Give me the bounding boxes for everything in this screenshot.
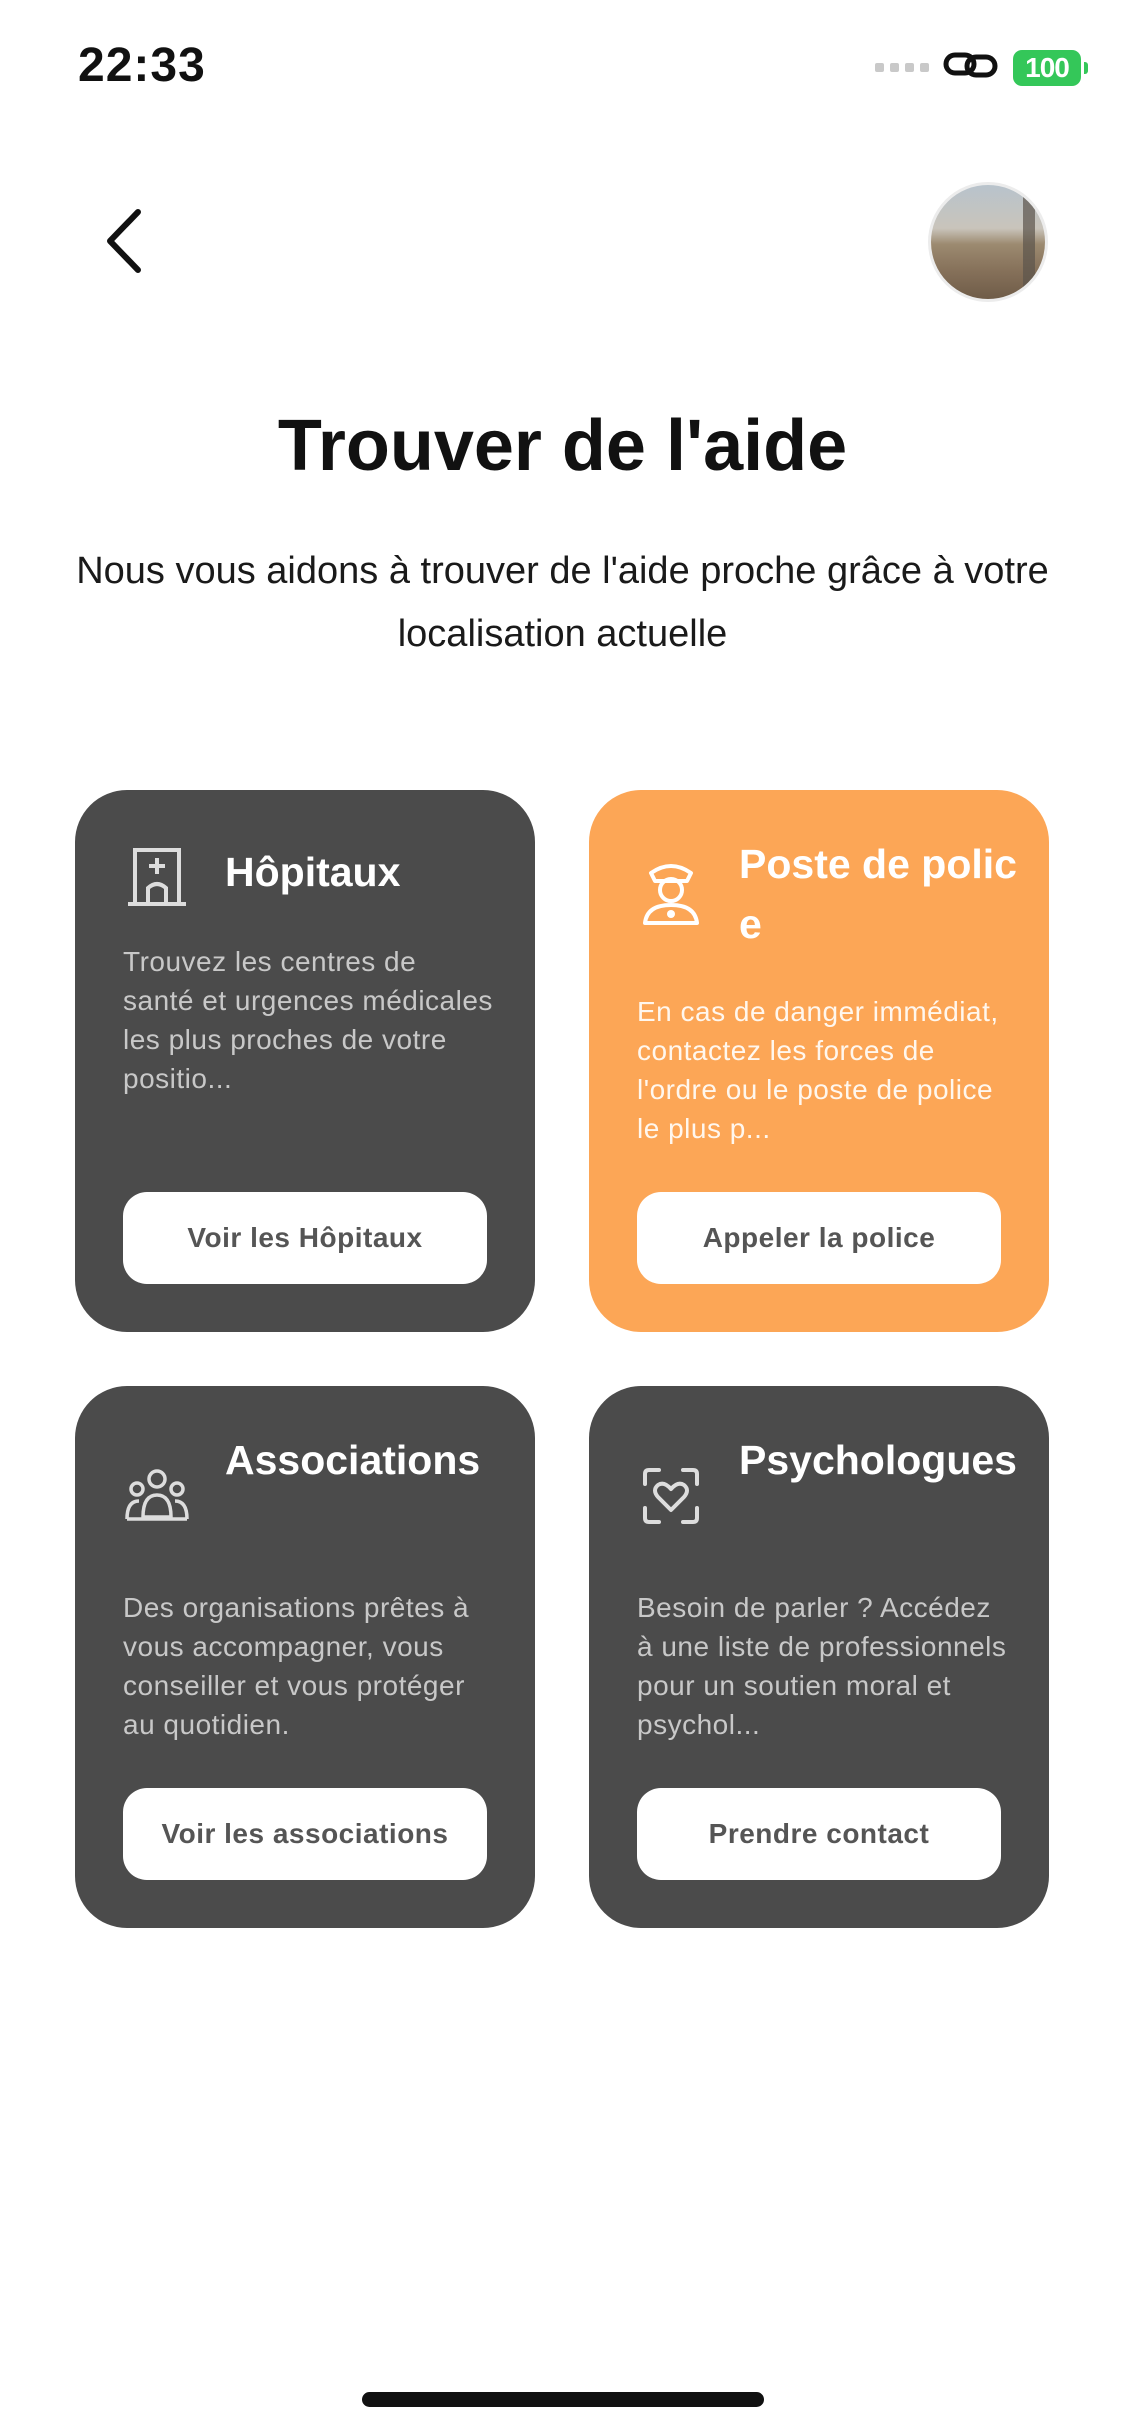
card-associations [75, 1386, 535, 1928]
heart-scan-icon [637, 1462, 705, 1530]
view-associations-button[interactable]: Voir les associations [123, 1788, 487, 1880]
view-hospitals-button[interactable]: Voir les Hôpitaux [123, 1192, 487, 1284]
battery-icon: 100 [1013, 50, 1081, 86]
card-description: Besoin de parler ? Accédez à une liste de professionnels pour un soutien moral et psychol... [637, 1592, 1007, 1740]
page-subtitle: Nous vous aidons à trouver de l'aide proche grâce à votre localisation actuelle [76, 550, 1049, 655]
card-title: Associations [225, 1437, 481, 1483]
card-title: Poste de police [739, 841, 1017, 947]
card-title: Hôpitaux [225, 849, 401, 895]
chevron-left-icon [104, 208, 144, 274]
card-police [589, 790, 1049, 1332]
card-description: Des organisations prêtes à vous accompagner, vous conseiller et vous protéger au quotidien. [123, 1592, 470, 1740]
signal-dots-icon [875, 63, 929, 72]
card-description: En cas de danger immédiat, contactez les forces de l'ordre ou le poste de police le plus p... [637, 996, 999, 1144]
card-description: Trouvez les centres de santé et urgences médicales les plus proches de votre positio... [123, 946, 493, 1094]
back-button[interactable] [96, 206, 152, 276]
card-psychologists [589, 1386, 1049, 1928]
status-time: 22:33 [78, 39, 206, 92]
status-icons [875, 48, 1081, 87]
card-title: Psychologues [739, 1437, 1017, 1483]
call-police-button[interactable]: Appeler la police [637, 1192, 1001, 1284]
hospital-icon [123, 842, 191, 910]
police-officer-icon [637, 858, 705, 926]
page-title: Trouver de l'aide [277, 406, 848, 486]
link-icon [943, 48, 999, 87]
home-indicator[interactable] [362, 2392, 764, 2407]
avatar[interactable] [928, 182, 1048, 302]
people-group-icon [123, 1462, 191, 1530]
card-hospitals [75, 790, 535, 1332]
contact-psychologist-button[interactable]: Prendre contact [637, 1788, 1001, 1880]
